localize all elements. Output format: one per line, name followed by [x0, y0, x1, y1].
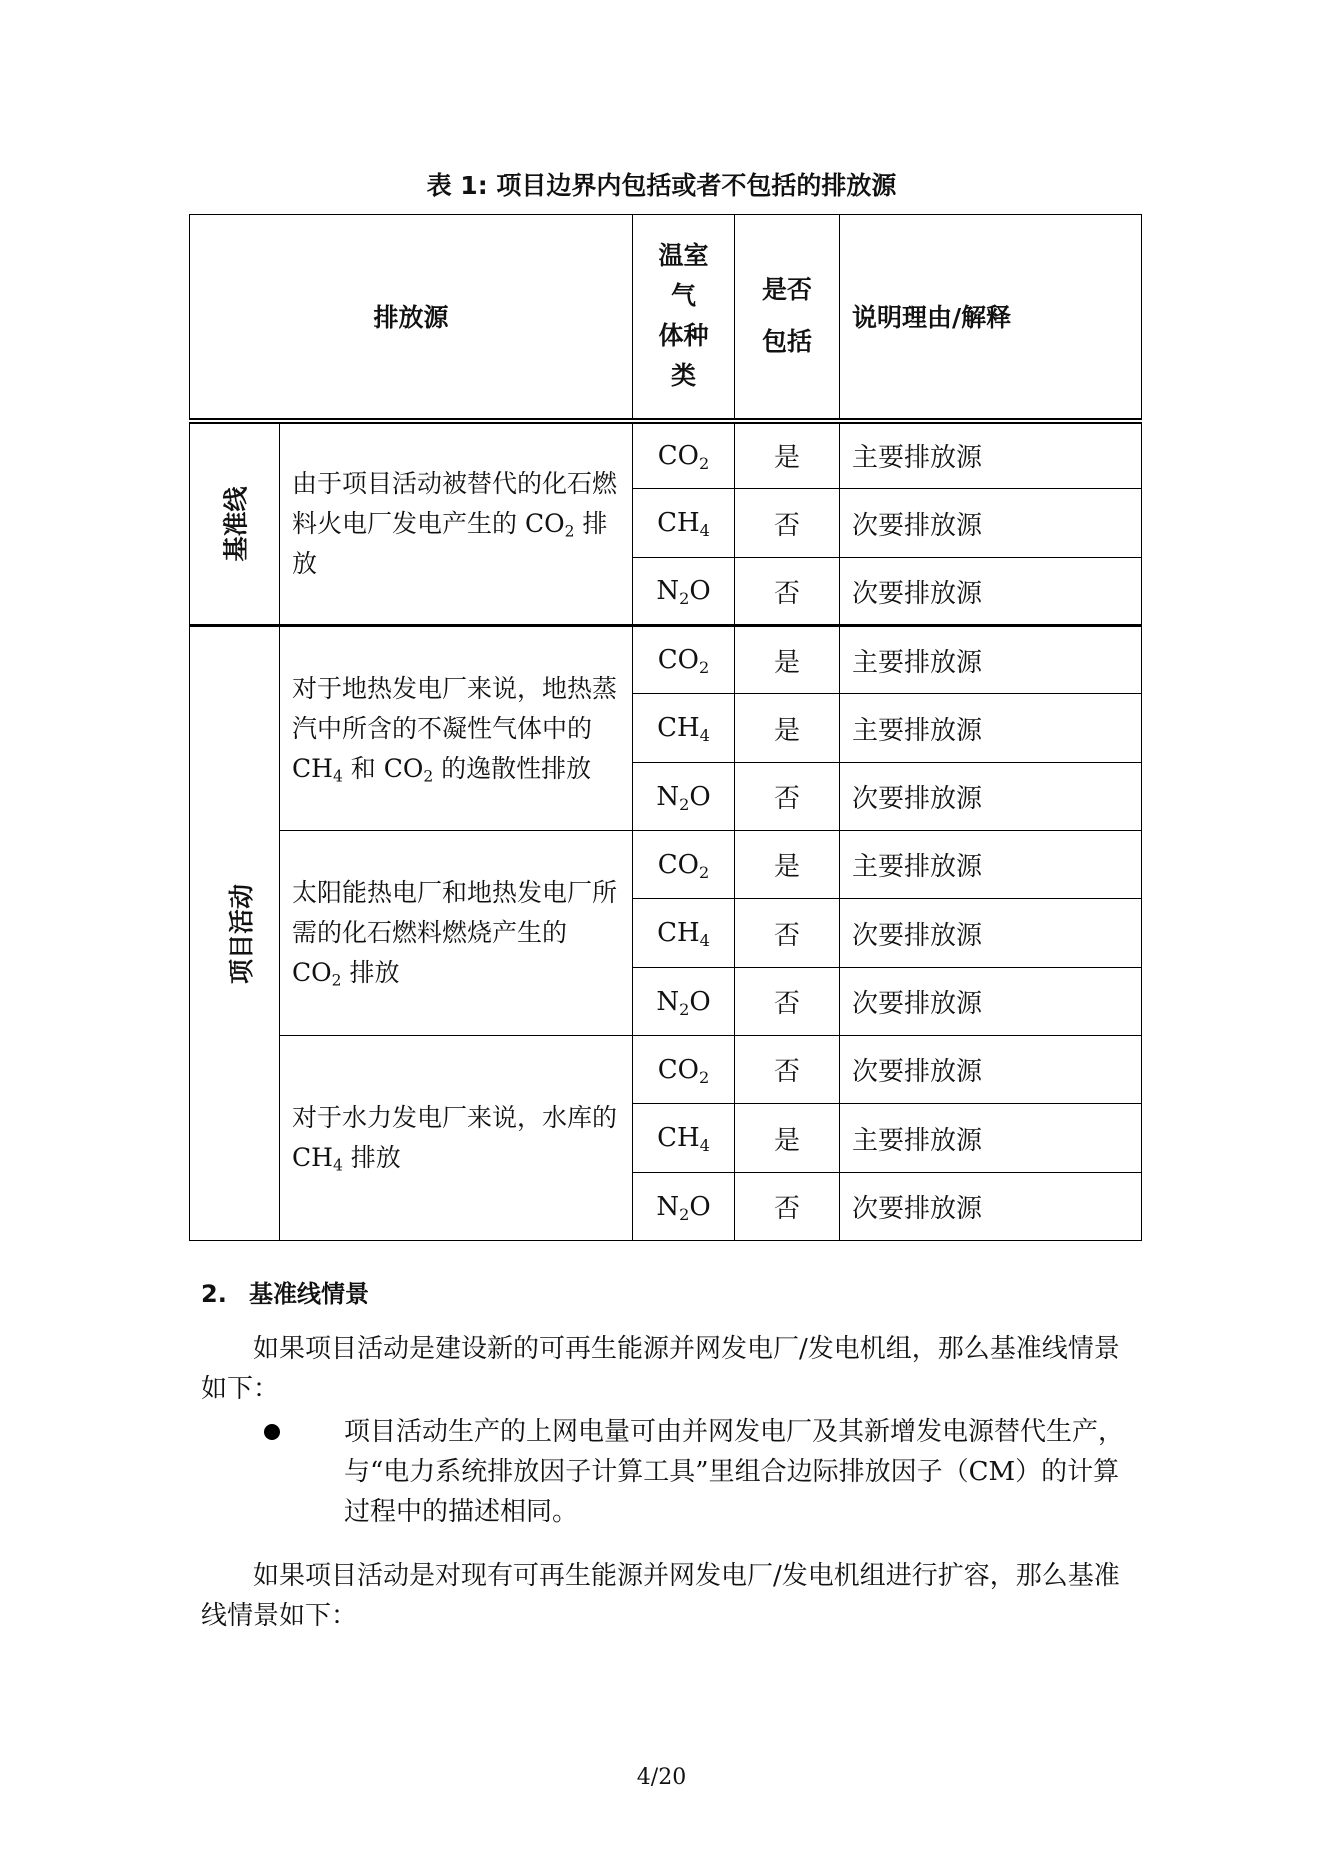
included-cell: 否: [735, 763, 840, 831]
included-cell: 是: [735, 1104, 840, 1173]
included-cell: 否: [735, 489, 840, 558]
gas-cell: $CH_4$: [633, 1104, 735, 1173]
included-cell: 否: [735, 558, 840, 626]
included-cell: 是: [735, 626, 840, 694]
table-row: [190, 1036, 1142, 1104]
gas-cell: $N_2O$: [633, 558, 735, 626]
explanation-cell: 主要排放源: [840, 421, 1142, 489]
explanation-cell: 次要排放源: [840, 968, 1142, 1036]
gas-cell: $CH_4$: [633, 489, 735, 558]
included-cell: 否: [735, 1173, 840, 1241]
gas-cell: $N_2O$: [633, 968, 735, 1036]
explanation-cell: 主要排放源: [840, 1104, 1142, 1173]
explanation-cell: 次要排放源: [840, 899, 1142, 968]
source-description: 由于项目活动被替代的化石燃料火电厂发电产生的 $CO_2$ 排放: [280, 421, 633, 626]
explanation-cell: 次要排放源: [840, 558, 1142, 626]
category-label: 基准线: [221, 486, 251, 562]
gas-cell: $CH_4$: [633, 899, 735, 968]
gas-cell: $CO_2$: [633, 831, 735, 899]
header-included: 是否 包括: [735, 215, 840, 421]
gas-cell: $CO_2$: [633, 626, 735, 694]
section-number: 2.: [201, 1280, 227, 1308]
gas-cell: $N_2O$: [633, 763, 735, 831]
explanation-cell: 次要排放源: [840, 1173, 1142, 1241]
table-header-row: [190, 215, 1142, 421]
section-title: 基准线情景: [249, 1280, 369, 1308]
table-row: [190, 831, 1142, 899]
header-explanation: 说明理由/解释: [840, 215, 1142, 421]
included-cell: 否: [735, 899, 840, 968]
explanation-cell: 主要排放源: [840, 831, 1142, 899]
paragraph-expansion: 如果项目活动是对现有可再生能源并网发电厂/发电机组进行扩容，那么基准线情景如下：: [201, 1561, 1120, 1631]
table-caption: 表 1: 项目边界内包括或者不包括的排放源: [426, 171, 897, 200]
explanation-cell: 主要排放源: [840, 694, 1142, 763]
included-cell: 是: [735, 831, 840, 899]
gas-cell: $N_2O$: [633, 1173, 735, 1241]
table-row: [190, 626, 1142, 694]
explanation-cell: 次要排放源: [840, 763, 1142, 831]
table-row: [190, 421, 1142, 489]
paragraph-new-build: 如果项目活动是建设新的可再生能源并网发电厂/发电机组，那么基准线情景如下：: [201, 1334, 1120, 1404]
page-number: 4/20: [636, 1765, 687, 1790]
included-cell: 是: [735, 694, 840, 763]
emission-sources-table: [189, 214, 1142, 1241]
source-description: 对于水力发电厂来说，水库的 $CH_4$ 排放: [280, 1036, 633, 1241]
explanation-cell: 主要排放源: [840, 626, 1142, 694]
included-cell: 否: [735, 1036, 840, 1104]
category-cell: [190, 421, 280, 626]
explanation-cell: 次要排放源: [840, 489, 1142, 558]
section-heading: [201, 1274, 369, 1309]
bullet-text: 项目活动生产的上网电量可由并网发电厂及其新增发电源替代生产，与“电力系统排放因子计算工具”里组合边际排放因子（CM）的计算过程中的描述相同。: [344, 1417, 1125, 1527]
source-description: 对于地热发电厂来说，地热蒸汽中所含的不凝性气体中的 $CH_4$ 和 $CO_2$ 的逸散性排放: [280, 626, 633, 831]
header-gas-type: 温室 气 体种 类: [633, 215, 735, 421]
explanation-cell: 次要排放源: [840, 1036, 1142, 1104]
gas-cell: $CO_2$: [633, 1036, 735, 1104]
gas-cell: $CO_2$: [633, 421, 735, 489]
bullet-dot-icon: [264, 1424, 280, 1440]
included-cell: 否: [735, 968, 840, 1036]
source-description: 太阳能热电厂和地热发电厂所需的化石燃料燃烧产生的 $CO_2$ 排放: [280, 831, 633, 1036]
header-source: 排放源: [190, 215, 633, 421]
category-label: 项目活动: [227, 883, 257, 984]
included-cell: 是: [735, 421, 840, 489]
gas-cell: $CH_4$: [633, 694, 735, 763]
category-cell: [190, 626, 280, 1241]
